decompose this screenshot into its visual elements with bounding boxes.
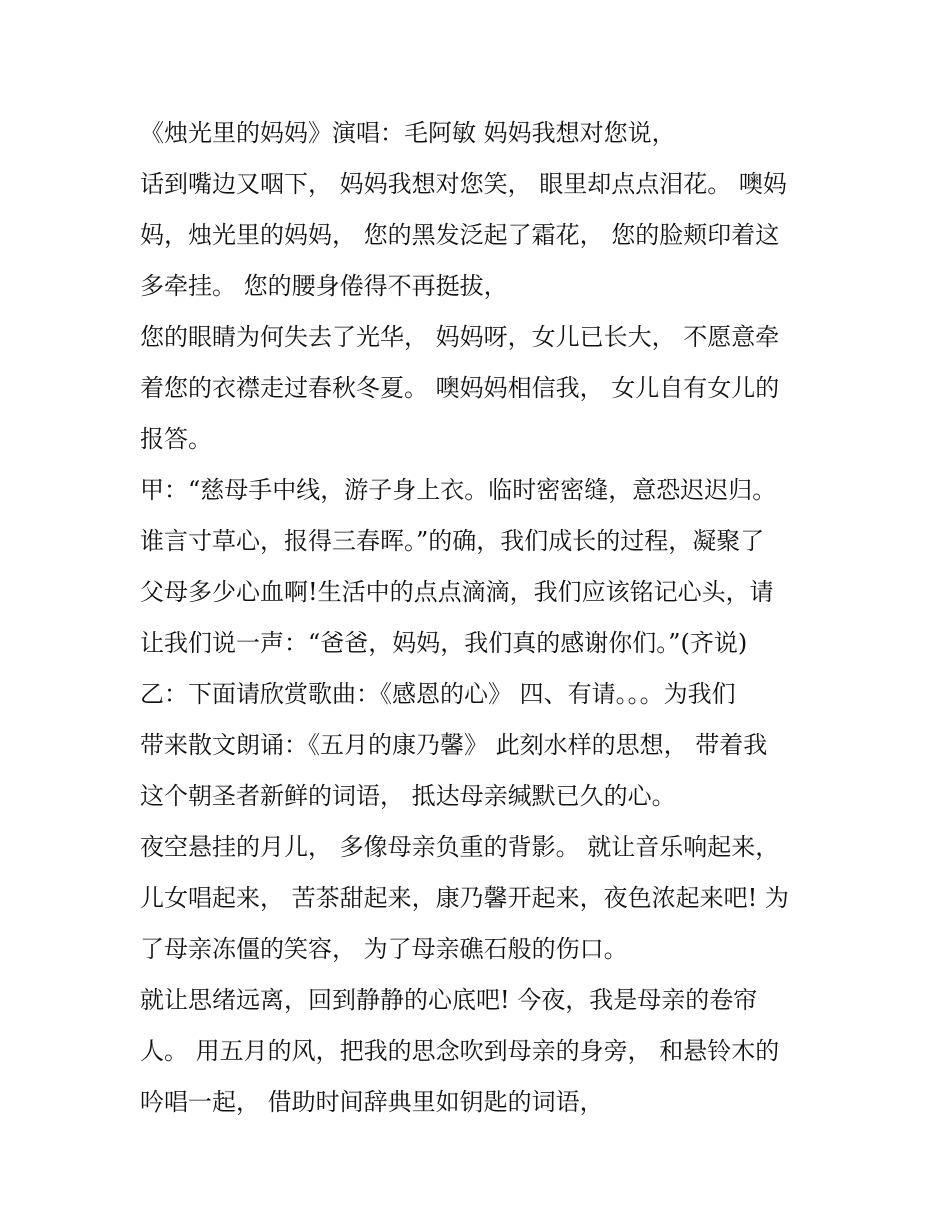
text-line-4: 多牵挂。 您的腰身倦得不再挺拔， (140, 272, 508, 300)
text-line-6: 着您的衣襟走过春秋冬夏。 噢妈妈相信我， 女儿自有女儿的 (140, 374, 780, 402)
text-line-11: 让我们说一声：“爸爸，妈妈，我们真的感谢你们。”(齐说) (140, 629, 748, 657)
text-line-8: 甲：“慈母手中线，游子身上衣。临时密密缝，意恐迟迟归。 (140, 476, 777, 504)
text-line-9: 谁言寸草心，报得三春晖。”的确，我们成长的过程，凝聚了 (140, 527, 765, 555)
text-line-5: 您的眼睛为何失去了光华， 妈妈呀，女儿已长大， 不愿意牵 (140, 323, 780, 351)
text-line-2: 话到嘴边又咽下， 妈妈我想对您笑， 眼里却点点泪花。 噢妈 (140, 170, 787, 198)
text-line-10: 父母多少心血啊!生活中的点点滴滴，我们应该铭记心头，请 (140, 578, 774, 606)
text-line-16: 儿女唱起来， 苦茶甜起来，康乃馨开起来，夜色浓起来吧! 为 (140, 884, 789, 912)
text-line-12: 乙：下面请欣赏歌曲：《感恩的心》 四、有请。。。为我们 (140, 680, 736, 708)
text-line-13: 带来散文朗诵：《五月的康乃馨》 此刻水样的思想， 带着我 (140, 731, 768, 759)
text-line-7: 报答。 (140, 425, 212, 453)
text-line-14: 这个朝圣者新鲜的词语， 抵达母亲缄默已久的心。 (140, 782, 676, 810)
text-line-19: 人。 用五月的风，把我的思念吹到母亲的身旁， 和悬铃木的 (140, 1037, 780, 1065)
text-line-17: 了母亲冻僵的笑容， 为了母亲礁石般的伤口。 (140, 935, 628, 963)
text-line-15: 夜空悬挂的月儿， 多像母亲负重的背影。 就让音乐响起来， (140, 833, 780, 861)
text-line-20: 吟唱一起， 借助时间辞典里如钥匙的词语， (140, 1088, 604, 1116)
text-line-3: 妈，烛光里的妈妈， 您的黑发泛起了霜花， 您的脸颊印着这 (140, 221, 780, 249)
text-line-18: 就让思绪远离，回到静静的心底吧! 今夜，我是母亲的卷帘 (140, 986, 758, 1014)
text-body (140, 108, 820, 1128)
text-line-1: 《烛光里的妈妈》演唱：毛阿敏 妈妈我想对您说， (140, 119, 676, 147)
